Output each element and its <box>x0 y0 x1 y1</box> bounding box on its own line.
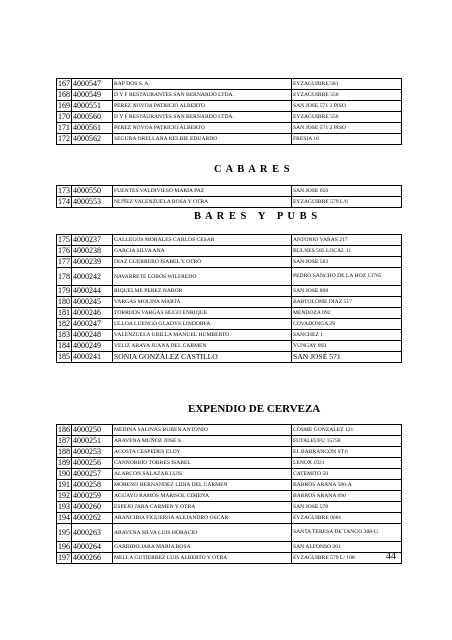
record-code: 4000260 <box>72 502 113 513</box>
table-row <box>57 425 402 436</box>
address: EYZAGUIRRE 579 L/ 108 <box>292 553 402 564</box>
address: MENDOZA 092 <box>292 308 402 319</box>
record-code: 4000250 <box>72 425 113 436</box>
address: SAN JOSE 571 2 PISO <box>292 123 402 134</box>
address: BARROS ARANA 690 <box>292 491 402 502</box>
table-row <box>57 90 402 101</box>
row-number: 168 <box>58 90 70 99</box>
owner-name: MELLA GUTIERREZ LUIS ALBERTO Y OTRA <box>113 553 292 564</box>
owner-name: ULLOA LUENGO GLADYS LINDORFA <box>113 319 292 330</box>
record-code: 4000264 <box>72 542 113 553</box>
table-row <box>57 112 402 123</box>
table-expendio-cerveza <box>56 424 402 564</box>
row-number: 182 <box>58 319 70 328</box>
owner-name: FUENTES VALDIVIESO MARIA PAZ <box>113 186 292 197</box>
owner-name: D Y F RESTAURANTES SAN BERNARDO LTDA. <box>113 90 292 101</box>
owner-name: ARANCIBIA FIGUEROA ALEJANDRO OSCAR <box>113 513 292 524</box>
record-code: 4000237 <box>72 235 113 246</box>
table-row <box>57 480 402 491</box>
table-group-1 <box>56 78 402 145</box>
address: COSME GONZALEZ 121 <box>292 425 402 436</box>
row-number: 189 <box>58 458 70 467</box>
row-number: 173 <box>58 186 70 195</box>
row-number: 167 <box>58 79 70 88</box>
table-row <box>57 436 402 447</box>
address: EYZAGUIRRE 0681 <box>292 513 402 524</box>
table-row <box>57 553 402 564</box>
address: CATEMITO 50 <box>292 469 402 480</box>
record-code: 4000551 <box>72 101 113 112</box>
record-code: 4000253 <box>72 447 113 458</box>
owner-name: GALLEGOS MORALES CARLOS CESAR <box>113 235 292 246</box>
owner-name: MEDINA SALINAS RUBEN ANTONIO <box>113 425 292 436</box>
row-number: 174 <box>58 197 70 206</box>
record-code: 4000553 <box>72 197 113 208</box>
address: COVADONGA 29 <box>292 319 402 330</box>
row-number: 178 <box>57 268 72 286</box>
section-title-expendio-cerveza: EXPENDIO DE CERVEZA <box>188 403 321 415</box>
owner-name: ARAVENA MUÑOZ JOSE S. <box>113 436 292 447</box>
owner-name: ESPEJO JARA CARMEN Y OTRA <box>113 502 292 513</box>
table-row <box>57 79 402 90</box>
row-number: 180 <box>58 297 70 306</box>
address: SAN JOSE 570 <box>292 502 402 513</box>
table-row <box>57 286 402 297</box>
record-code: 4000247 <box>72 319 113 330</box>
row-number: 172 <box>58 134 70 143</box>
row-number: 188 <box>58 447 70 456</box>
row-number: 187 <box>58 436 70 445</box>
address: FUTALEUFU 15758 <box>292 436 402 447</box>
row-number: 185 <box>58 352 70 361</box>
row-number: 194 <box>58 513 70 522</box>
address: YUNGAY 893 <box>292 341 402 352</box>
row-number: 190 <box>58 469 70 478</box>
owner-name: GARRIDO JARA MARIA ROSA <box>113 542 292 553</box>
table-row <box>57 268 402 286</box>
owner-name: VELIZ ARAYA JUANA DEL CARMEN <box>113 341 292 352</box>
address: LENOX 1921 <box>292 458 402 469</box>
row-number: 171 <box>58 123 70 132</box>
row-number: 196 <box>58 542 70 551</box>
owner-name: SEGURA ORELLANA KELBIE EDUARDO <box>113 134 292 145</box>
record-code: 4000249 <box>72 341 113 352</box>
address: EYZAGUIRRE 579 L/6 <box>292 197 402 208</box>
address: SANCHEZ 1 <box>292 330 402 341</box>
address: SAN JOSE 583 <box>292 257 402 268</box>
owner-name: PEREZ NOVOA PATRICIO ALBERTO <box>113 101 292 112</box>
address: EYZAGUIRRE 550 <box>292 112 402 123</box>
owner-name: RAP DOS S. A. <box>113 79 292 90</box>
owner-name: ACOSTA CESPEDES ELOY <box>113 447 292 458</box>
row-number: 192 <box>58 491 70 500</box>
record-code: 4000262 <box>72 513 113 524</box>
table-row <box>57 352 402 363</box>
row-number: 186 <box>58 425 70 434</box>
record-code: 4000257 <box>72 469 113 480</box>
owner-name: D Y F RESTAURANTES SAN BERNARDO LTDA. <box>113 112 292 123</box>
table-row <box>57 257 402 268</box>
owner-name: NUÑEZ VALENZUELA ROSA Y OTRA <box>113 197 292 208</box>
record-code: 4000258 <box>72 480 113 491</box>
address: SAN JOSE 571 2 PISO <box>292 101 402 112</box>
owner-name: VALENZUELA UBILLA MANUEL HUMBERTO <box>113 330 292 341</box>
row-number: 175 <box>58 235 70 244</box>
address: EYZAGUIRRE 550 <box>292 90 402 101</box>
address: EYZAGUIRRE 581 <box>292 79 402 90</box>
row-number: 197 <box>58 553 70 562</box>
table-row <box>57 458 402 469</box>
address: ANTONIO VARAS 217 <box>292 235 402 246</box>
table-row <box>57 319 402 330</box>
record-code: 4000263 <box>72 524 113 542</box>
table-row <box>57 197 402 208</box>
record-code: 4000547 <box>72 79 113 90</box>
record-code: 4000560 <box>72 112 113 123</box>
address: PEDRO SANCHO DE LA HOZ 13705 <box>292 268 402 286</box>
owner-name: RIQUELME PEREZ NABOR <box>113 286 292 297</box>
address: SAN ALFONSO 201 <box>292 542 402 553</box>
owner-name: NAVARRETE LOBOS WILFREDO <box>113 268 292 286</box>
address: EL BARRANCON ST.6 <box>292 447 402 458</box>
table-row <box>57 186 402 197</box>
owner-name: DIAZ GUERRERO ISABEL Y OTRO <box>113 257 292 268</box>
table-row <box>57 513 402 524</box>
row-number: 179 <box>58 286 70 295</box>
page-number: 44 <box>386 551 396 562</box>
table-row <box>57 469 402 480</box>
record-code: 4000266 <box>72 553 113 564</box>
row-number: 181 <box>58 308 70 317</box>
row-number: 195 <box>57 524 72 542</box>
address: SAN JOSE 898 <box>292 286 402 297</box>
record-code: 4000550 <box>72 186 113 197</box>
section-title-bares-pubs: B A R E S Y P U B S <box>194 211 319 222</box>
owner-name: ARAVENA SILVA LUIS HORACIO <box>113 524 292 542</box>
address: SANTA TERESA DE TANGO 308-G <box>292 524 402 542</box>
table-row <box>57 524 402 542</box>
record-code: 4000242 <box>72 268 113 286</box>
owner-name: SONIA GONZÁLEZ CASTILLO <box>113 352 292 363</box>
table-bares-pubs <box>56 234 402 363</box>
owner-name: PEREZ NOVOA PATRICIO ALBERTO <box>113 123 292 134</box>
record-code: 4000245 <box>72 297 113 308</box>
section-title-cabares: C A B A R E S <box>214 164 291 175</box>
address: SAN JOSE 656 <box>292 186 402 197</box>
owner-name: CANNOBBIO TORRES ISABEL <box>113 458 292 469</box>
row-number: 184 <box>58 341 70 350</box>
record-code: 4000561 <box>72 123 113 134</box>
record-code: 4000549 <box>72 90 113 101</box>
owner-name: GARCIA SILVA ANA <box>113 246 292 257</box>
record-code: 4000241 <box>72 352 113 363</box>
record-code: 4000562 <box>72 134 113 145</box>
table-cabares <box>56 185 402 208</box>
row-number: 183 <box>58 330 70 339</box>
record-code: 4000248 <box>72 330 113 341</box>
row-number: 169 <box>58 101 70 110</box>
table-row <box>57 308 402 319</box>
row-number: 177 <box>58 257 70 266</box>
table-row <box>57 101 402 112</box>
table-row <box>57 341 402 352</box>
row-number: 193 <box>58 502 70 511</box>
address: SAN JOSÉ 571 <box>292 352 402 363</box>
owner-name: VARGAS MOLINA MARTA <box>113 297 292 308</box>
address: BARTOLOME DIAZ 517 <box>292 297 402 308</box>
owner-name: MORENO HERNANDEZ LIDIA DEL CARMEN <box>113 480 292 491</box>
address: BARROS ARANA 586-A <box>292 480 402 491</box>
table-row <box>57 134 402 145</box>
record-code: 4000259 <box>72 491 113 502</box>
table-row <box>57 246 402 257</box>
record-code: 4000239 <box>72 257 113 268</box>
row-number: 191 <box>58 480 70 489</box>
table-row <box>57 491 402 502</box>
record-code: 4000251 <box>72 436 113 447</box>
address: BULNES 585 LOCAL 11 <box>292 246 402 257</box>
address: FRESIA 10 <box>292 134 402 145</box>
table-row <box>57 447 402 458</box>
table-row <box>57 123 402 134</box>
record-code: 4000256 <box>72 458 113 469</box>
record-code: 4000246 <box>72 308 113 319</box>
record-code: 4000244 <box>72 286 113 297</box>
table-row <box>57 542 402 553</box>
row-number: 176 <box>58 246 70 255</box>
owner-name: ALARCON SALAZAR LUIS <box>113 469 292 480</box>
row-number: 170 <box>58 112 70 121</box>
table-row <box>57 297 402 308</box>
owner-name: TORRIJOS VARGAS HUGO ENRIQUE <box>113 308 292 319</box>
record-code: 4000238 <box>72 246 113 257</box>
table-row <box>57 502 402 513</box>
table-row <box>57 330 402 341</box>
owner-name: AGUAYO RAMOS MARISOL GIMENA <box>113 491 292 502</box>
table-row <box>57 235 402 246</box>
